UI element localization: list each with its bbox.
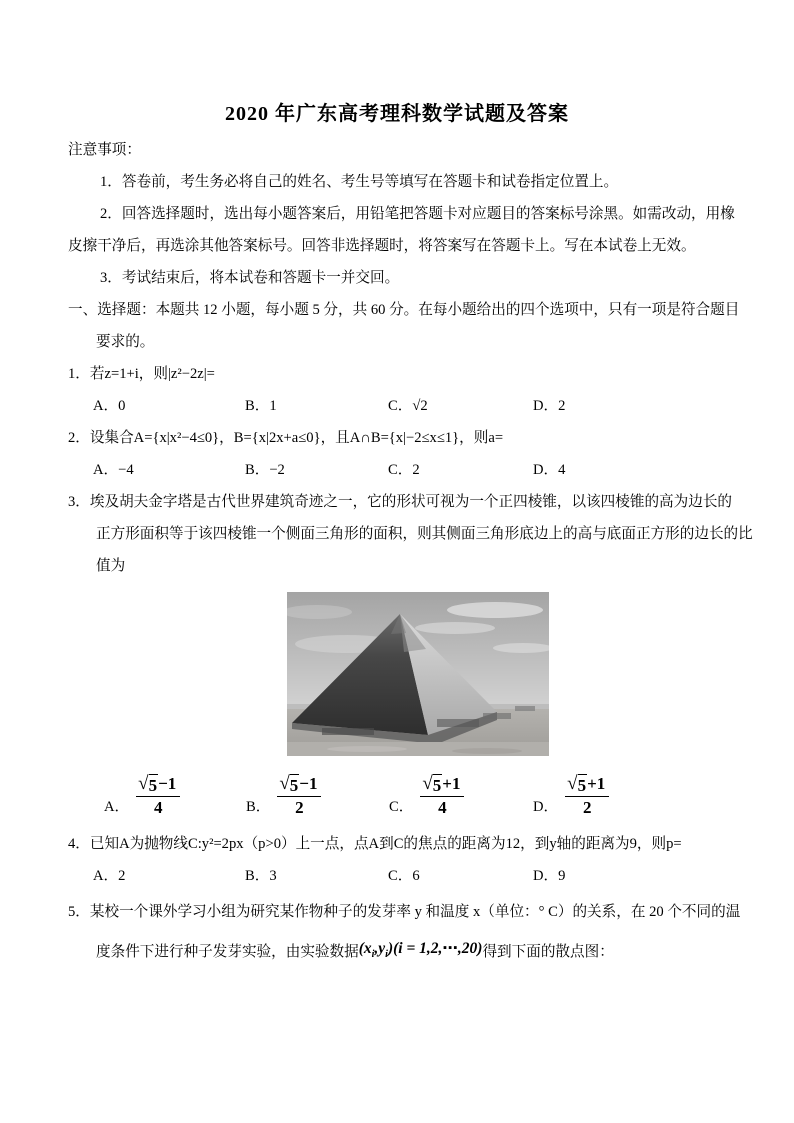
question-1-option-b: B．1	[245, 398, 277, 414]
question-2-option-c: C．2	[388, 462, 420, 478]
question-1-options	[68, 390, 774, 422]
question-5-stem-line-1: 5．某校一个课外学习小组为研究某作物种子的发芽率 y 和温度 x（单位：° C）的关系，在 20 个不同的温	[68, 904, 741, 920]
question-4-stem: 4．已知A为抛物线C:y²=2px（p>0）上一点，点A到C的焦点的距离为12，到y轴的距离为9，则p=	[68, 836, 682, 852]
radical-sign-icon: √	[567, 772, 578, 794]
fraction: √ 5 +1 4	[420, 774, 464, 818]
question-2-option-d: D．4	[533, 462, 566, 478]
question-4-option-c: C．6	[388, 868, 420, 884]
notice-heading: 注意事项：	[68, 142, 141, 158]
experiment-data-formula: $(x_i,y_i)(i$ = 1,2,⋯,20)	[358, 940, 483, 961]
question-2-option-b: B．−2	[245, 462, 285, 478]
question-4-option-a: A．2	[93, 868, 126, 884]
section-1-heading-line-1: 一、选择题：本题共 12 小题，每小题 5 分，共 60 分。在每小题给出的四个选项中，只有一项是符合题目	[68, 302, 740, 318]
question-3-stem-line-2: 正方形面积等于该四棱锥一个侧面三角形的面积，则其侧面三角形底边上的高与底面正方形的边长的比	[96, 526, 753, 542]
notice-item-3: 3．考试结束后，将本试卷和答题卡一并交回。	[100, 270, 400, 286]
fraction: √ 5 −1 2	[277, 774, 321, 818]
pyramid-photo-graphic	[287, 592, 549, 756]
fraction: √ 5 −1 4	[136, 774, 180, 818]
question-5-stem-line-2	[68, 932, 774, 978]
question-3-option-c: C． √ 5 +1 4	[389, 774, 464, 818]
fraction: √ 5 +1 2	[565, 774, 609, 818]
question-2-option-a: A．−4	[93, 462, 134, 478]
question-1-option-d: D．2	[533, 398, 566, 414]
radical-sign-icon: √	[422, 772, 433, 794]
question-3-option-d: D． √ 5 +1 2	[533, 774, 609, 818]
notice-item-2-line-1: 2．回答选择题时，选出每小题答案后，用铅笔把答题卡对应题目的答案标号涂黑。如需改动，用橡	[100, 206, 735, 222]
question-3-options	[68, 760, 774, 822]
question-1-stem: 1．若z=1+i，则|z²−2z|=	[68, 366, 215, 382]
question-4-option-b: B．3	[245, 868, 277, 884]
question-5-line-2-post: 得到下面的散点图：	[482, 944, 614, 960]
question-3-option-b: B． √ 5 −1 2	[246, 774, 321, 818]
pyramid-photo	[287, 592, 549, 756]
question-1-option-c: C．√2	[388, 398, 428, 414]
radical-sign-icon: √	[138, 772, 149, 794]
question-4-options	[68, 860, 774, 892]
section-1-heading-line-2: 要求的。	[96, 334, 155, 350]
page-title: 2020 年广东高考理科数学试题及答案	[225, 103, 569, 125]
question-3-stem-line-1: 3．埃及胡夫金字塔是古代世界建筑奇迹之一，它的形状可视为一个正四棱锥，以该四棱锥的高为边长的	[68, 494, 733, 510]
notice-item-1: 1．答卷前，考生务必将自己的姓名、考生号等填写在答题卡和试卷指定位置上。	[100, 174, 619, 190]
question-1-option-a: A．0	[93, 398, 126, 414]
question-2-stem: 2．设集合A={x|x²−4≤0}，B={x|2x+a≤0}，且A∩B={x|−2≤x≤1}，则a=	[68, 430, 504, 446]
question-3-stem-line-3: 值为	[96, 558, 126, 574]
page-content	[68, 134, 774, 978]
question-5-line-2-pre: 度条件下进行种子发芽实验，由实验数据	[96, 944, 359, 960]
radical-sign-icon: √	[279, 772, 290, 794]
question-2-options	[68, 454, 774, 486]
notice-item-2-line-2: 皮擦干净后，再选涂其他答案标号。回答非选择题时，将答案写在答题卡上。写在本试卷上无效。	[68, 238, 696, 254]
question-3-option-a: A． √ 5 −1 4	[104, 774, 180, 818]
question-4-option-d: D．9	[533, 868, 566, 884]
